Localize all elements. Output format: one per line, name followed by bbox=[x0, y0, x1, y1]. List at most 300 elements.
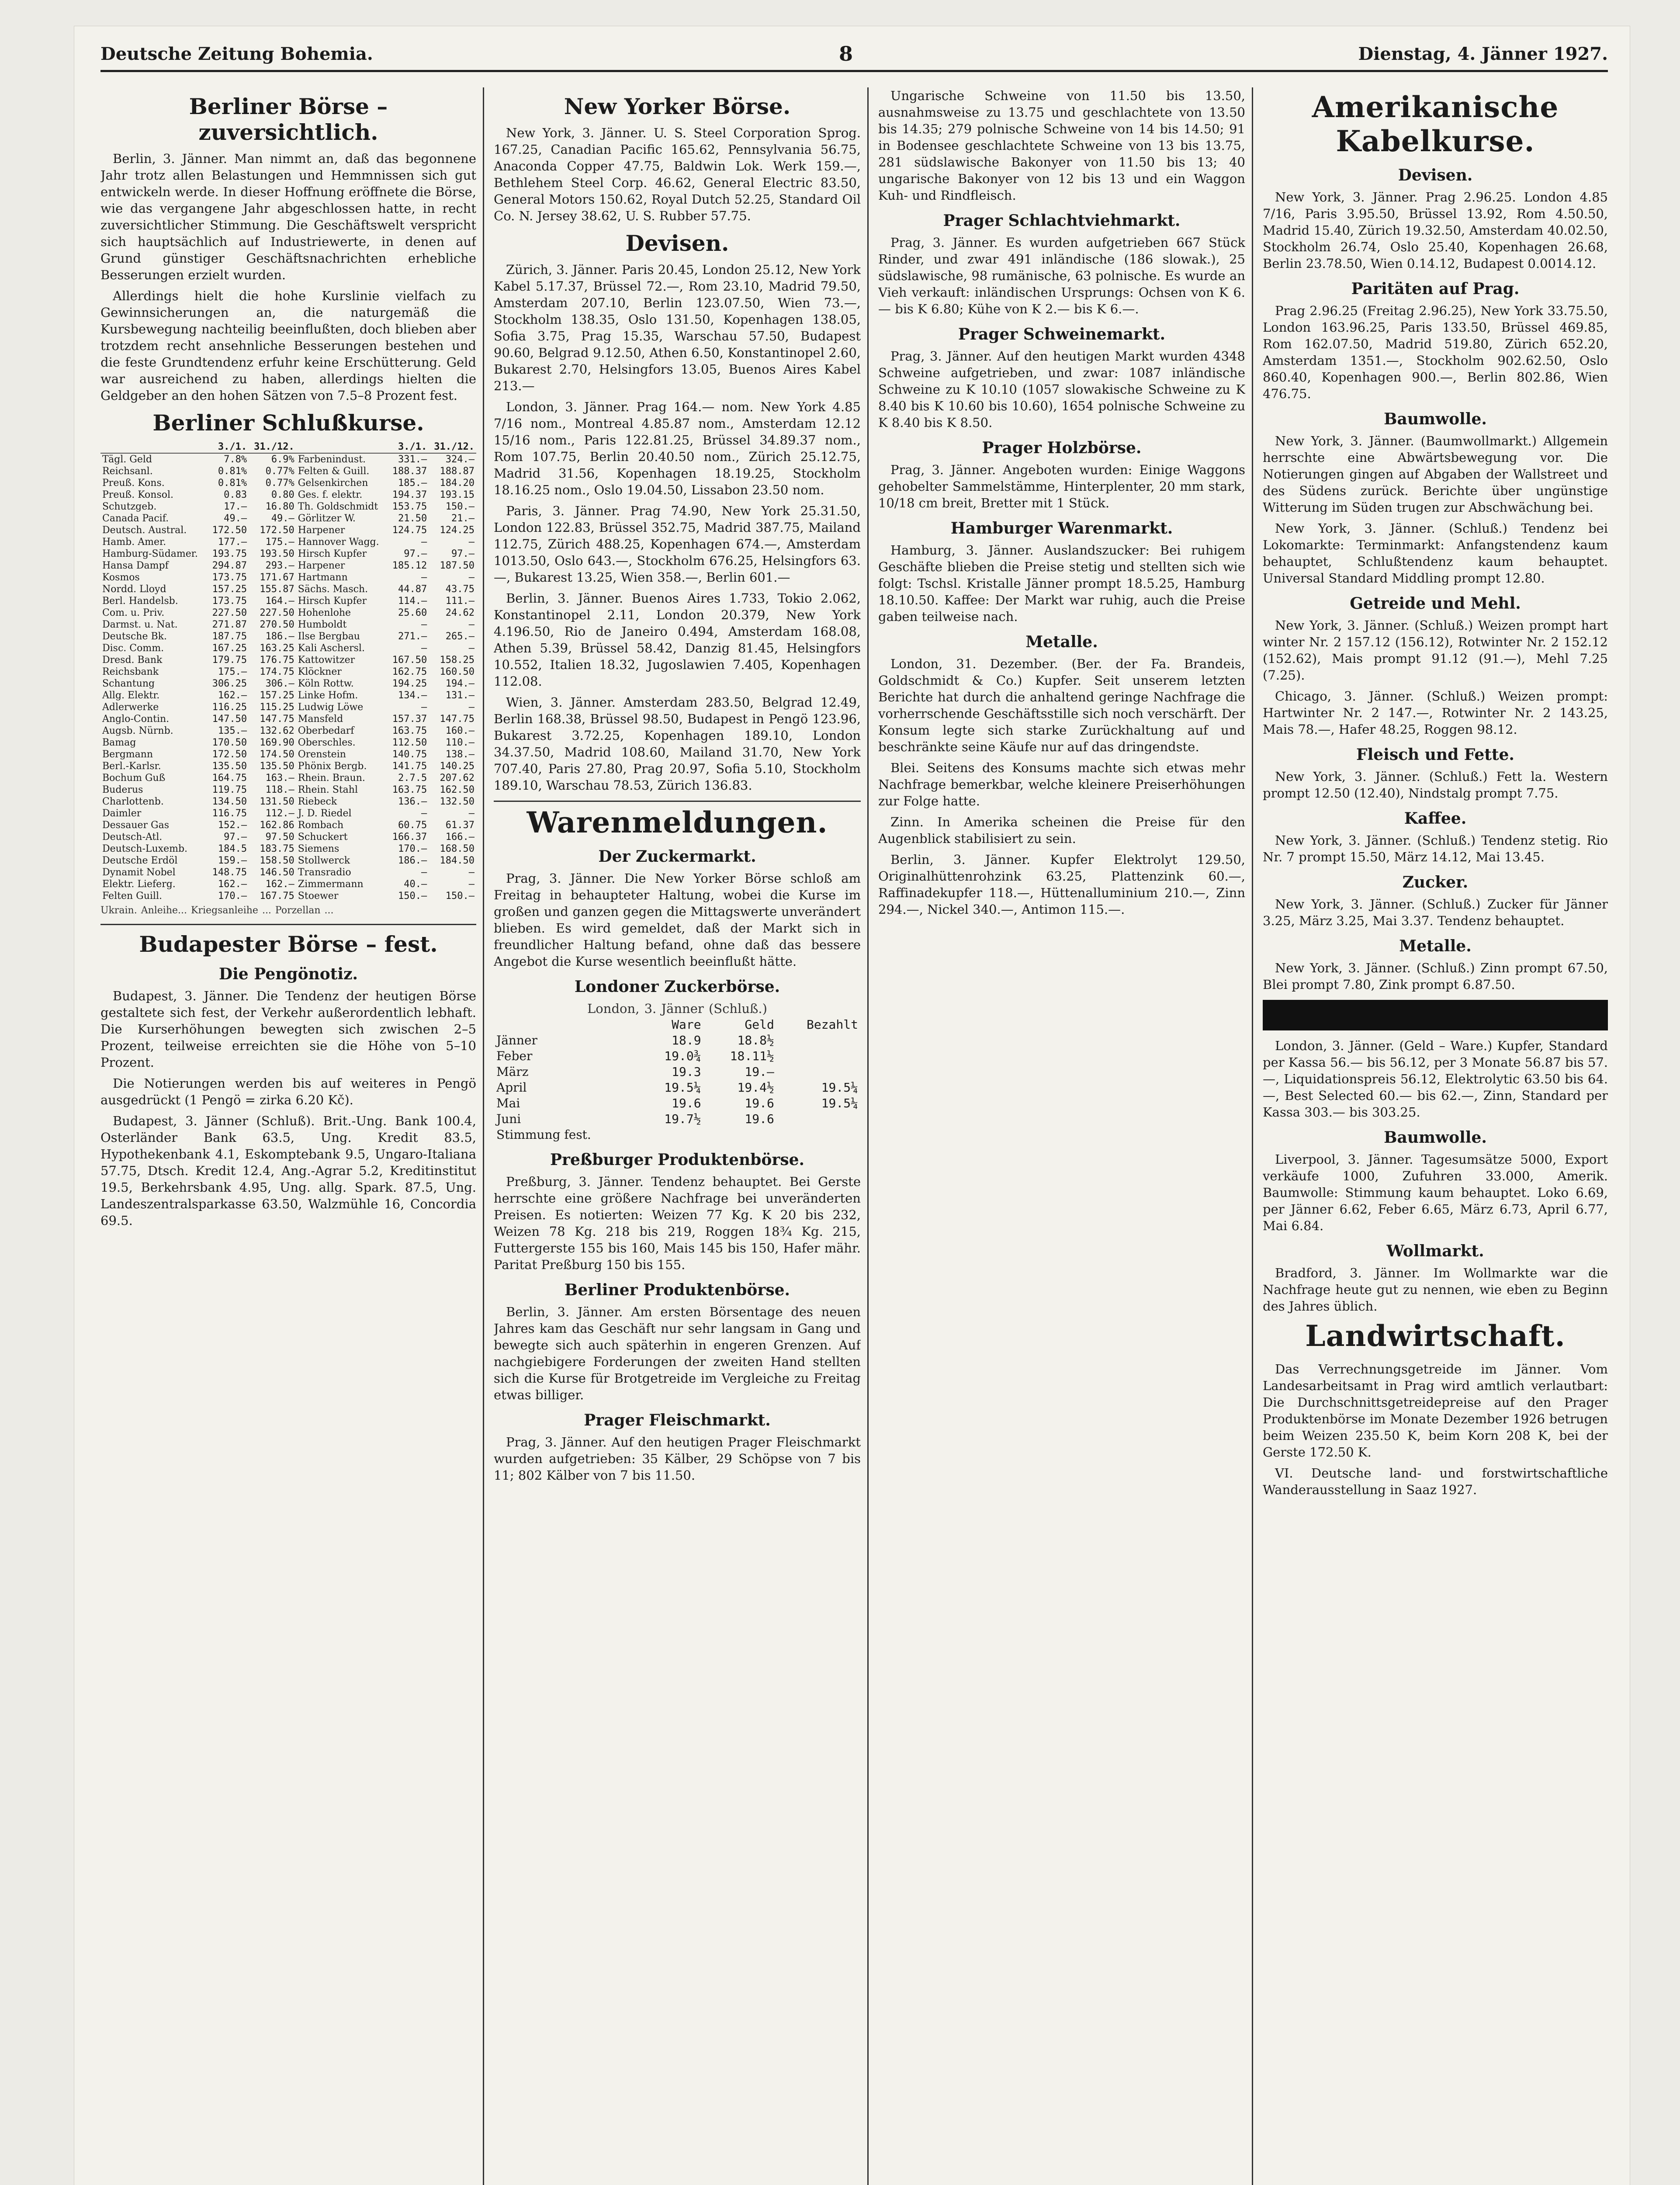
table-cell: Orenstein bbox=[298, 749, 346, 760]
table-cell: 166.— bbox=[445, 832, 475, 843]
table-cell: Tägl. Geld bbox=[102, 454, 152, 465]
table-cell: Schutzgeb. bbox=[102, 501, 157, 512]
article-paragraph: Berlin, 3. Jänner. Buenos Aires 1.733, Tokio 2.062, Konstantinopel 2.11, London 20.379, New York 4.196.50, Rio de Janeiro 0.494, Amsterdam 168.08, Athen 5.39, Brüssel 58.42, Danzig 81.45, Helsingfors 10.552, Italien 18.32, Jugoslawien 7.405, Kopenhagen 112.08. bbox=[494, 591, 861, 689]
table-cell: Elektr. Lieferg. bbox=[102, 879, 176, 890]
table-cell: Deutsche Erdöl bbox=[102, 855, 178, 866]
table-row bbox=[100, 560, 476, 572]
table-cell: 24.62 bbox=[445, 607, 475, 618]
table-cell: Riebeck bbox=[298, 796, 337, 807]
table-row bbox=[100, 524, 476, 536]
table-cell: Deutsch-Luxemb. bbox=[102, 843, 188, 854]
article-title: New Yorker Börse. bbox=[564, 94, 791, 119]
table-row bbox=[100, 453, 476, 465]
table-cell: 150.— bbox=[445, 891, 475, 902]
table-cell: 6.9% bbox=[271, 454, 294, 465]
table-cell: Nordd. Lloyd bbox=[102, 584, 166, 595]
table-cell: Kali Aschersl. bbox=[298, 643, 365, 654]
article-paragraph: Prag 2.96.25 (Freitag 2.96.25), New York 33.75.50, London 163.96.25, Paris 133.50, Brüssel 469.85, Rom 162.07.50, Madrid 519.80, Zürich 652.20, Amsterdam 1351.—, Stockholm 902.62.50, Oslo 860.40, Kopenhagen 900.—, Berlin 802.86, Wien 476.75. bbox=[1263, 303, 1608, 401]
table-cell: 141.75 bbox=[392, 761, 427, 772]
article-paragraph: New York, 3. Jänner. (Schluß.) Tendenz bei Lokomarkte: Terminmarkt: Anfangstendenz kaum behauptet, Schlußtendenz kaum behauptet. Universal Standard Middling prompt 12.80. bbox=[1263, 521, 1608, 586]
table-cell: 111.— bbox=[445, 596, 475, 607]
table-row bbox=[100, 607, 476, 619]
table-cell: — bbox=[468, 867, 475, 878]
table-cell: Mai bbox=[496, 1096, 520, 1110]
table-cell: 150.— bbox=[445, 501, 475, 512]
table-cell: 164.75 bbox=[212, 773, 247, 784]
table-cell: 157.25 bbox=[260, 690, 294, 701]
table-row bbox=[100, 749, 476, 760]
table-cell: 162.— bbox=[218, 879, 247, 890]
table-cell: 97.— bbox=[451, 548, 475, 559]
table-cell: Com. u. Priv. bbox=[102, 607, 165, 618]
table-cell: 2.7.5 bbox=[398, 773, 427, 784]
table-cell: 19.6 bbox=[672, 1096, 701, 1110]
table-cell: 166.37 bbox=[392, 832, 427, 843]
table-cell: — bbox=[468, 619, 475, 630]
table-row bbox=[100, 583, 476, 595]
column-rule bbox=[1252, 87, 1253, 2185]
table-cell: — bbox=[421, 572, 427, 583]
table-cell: 293.— bbox=[265, 560, 294, 571]
table-cell: Reichsanl. bbox=[102, 466, 153, 477]
table-cell: 163.— bbox=[265, 773, 294, 784]
table-cell bbox=[777, 1048, 861, 1064]
table-cell bbox=[777, 1127, 861, 1143]
table-cell: Kosmos bbox=[102, 572, 140, 583]
table-row bbox=[100, 713, 476, 725]
article-paragraph: Prag, 3. Jänner. Auf den heutigen Prager Fleischmarkt wurden aufgetrieben: 35 Kälber, 29 Schöpse von 7 bis 11; 802 Kälber von 7 bis 11.50. bbox=[494, 1435, 861, 1483]
table-cell: 227.50 bbox=[212, 607, 247, 618]
article-paragraph: Liverpool, 3. Jänner. Tagesumsätze 5000, Export verkäufe 1000, Zufuhren 33.000, Amerik. Baumwolle: Stimmung kaum behauptet. Loko 6.69, per Jänner 6.62, Feber 6.65, März 6.73, April 6.77, Mai 6.84. bbox=[1263, 1152, 1608, 1233]
article-subtitle: Berliner Produktenbörse. bbox=[564, 1281, 790, 1299]
page-number: 8 bbox=[839, 42, 853, 66]
table-row bbox=[494, 1127, 861, 1143]
table-cell: 0.83 bbox=[224, 489, 247, 500]
page-header bbox=[100, 39, 1608, 72]
table-cell: Kattowitzer bbox=[298, 655, 355, 666]
table-row bbox=[100, 678, 476, 690]
table-cell: 193.75 bbox=[212, 548, 247, 559]
table-cell: Allg. Elektr. bbox=[102, 690, 160, 701]
table-row bbox=[494, 1096, 861, 1111]
table-cell: 134.— bbox=[398, 690, 427, 701]
table-cell: 183.75 bbox=[260, 843, 294, 854]
article-subtitle: Baumwolle. bbox=[1384, 410, 1487, 428]
table-cell: 306.25 bbox=[212, 678, 247, 689]
table-cell: 160.50 bbox=[440, 666, 475, 677]
table-cell: 152.— bbox=[218, 820, 247, 831]
table-cell: 186.— bbox=[398, 855, 427, 866]
table-row bbox=[494, 1111, 861, 1127]
article-subtitle: Der Zuckermarkt. bbox=[598, 847, 756, 866]
table-cell: Canada Pacif. bbox=[102, 513, 169, 524]
table-row bbox=[100, 867, 476, 878]
table-cell: Klöckner bbox=[298, 666, 342, 677]
column-4 bbox=[1263, 87, 1608, 2185]
table-cell: Th. Goldschmidt bbox=[298, 501, 378, 512]
table-cell: April bbox=[496, 1080, 527, 1095]
table-row bbox=[100, 831, 476, 843]
table-cell: 7.8% bbox=[224, 454, 247, 465]
table-header: Geld bbox=[745, 1017, 774, 1032]
table-cell: 132.62 bbox=[260, 725, 294, 736]
table-cell: 162.75 bbox=[392, 666, 427, 677]
article-paragraph: Hamburg, 3. Jänner. Auslandszucker: Bei ruhigem Geschäfte blieben die Preise stetig und stellten sich wie folgt: Tschsl. Kristalle Jänner prompt 18.5.25, Hamburg 18.10.50. Kaffee: Der Markt war ruhig, auch die Preise gaben teilweise nach. bbox=[878, 543, 1245, 624]
table-row bbox=[100, 890, 476, 902]
table-cell: 175.— bbox=[218, 666, 247, 677]
article-subtitle: Prager Schweinemarkt. bbox=[958, 325, 1166, 343]
table-cell: — bbox=[468, 808, 475, 819]
table-cell: 135.50 bbox=[260, 761, 294, 772]
table-cell: 116.25 bbox=[212, 702, 247, 713]
section-title: Warenmeldungen. bbox=[527, 805, 828, 839]
table-cell: — bbox=[421, 867, 427, 878]
table-cell: 155.87 bbox=[260, 584, 294, 595]
table-cell: Disc. Comm. bbox=[102, 643, 164, 654]
table-cell: 148.75 bbox=[212, 867, 247, 878]
table-cell: 294.87 bbox=[212, 560, 247, 571]
newspaper-page bbox=[74, 26, 1630, 2185]
table-cell: Schantung bbox=[102, 678, 155, 689]
table-cell: 97.50 bbox=[265, 832, 294, 843]
table-subtitle: London, 3. Jänner (Schluß.) bbox=[587, 1001, 767, 1016]
table-cell: 132.50 bbox=[440, 796, 475, 807]
table-row bbox=[100, 477, 476, 489]
table-cell: Farbenindust. bbox=[298, 454, 366, 465]
table-cell: 0.77% bbox=[265, 478, 294, 489]
table-cell: Gelsenkirchen bbox=[298, 478, 368, 489]
table-cell: 135.— bbox=[218, 725, 247, 736]
article-subtitle: Metalle. bbox=[1399, 937, 1472, 955]
table-cell: 193.50 bbox=[260, 548, 294, 559]
table-cell: 124.25 bbox=[440, 525, 475, 536]
table-cell: Preuß. Kons. bbox=[102, 478, 165, 489]
table-cell: Rhein. Stahl bbox=[298, 784, 358, 795]
table-cell: Augsb. Nürnb. bbox=[102, 725, 173, 736]
table-cell: 147.50 bbox=[212, 714, 247, 725]
table-header-row bbox=[100, 441, 476, 453]
table-cell: Linke Hofm. bbox=[298, 690, 358, 701]
table-cell: — bbox=[421, 537, 427, 548]
table-row bbox=[494, 1080, 861, 1096]
table-header bbox=[296, 441, 388, 453]
article-paragraph: VI. Deutsche land- und forstwirtschaftliche Wanderausstellung in Saaz 1927. bbox=[1263, 1466, 1608, 1497]
table-cell: Hamburg-Südamer. bbox=[102, 548, 198, 559]
table-cell: 193.15 bbox=[440, 489, 475, 500]
table-cell: Ludwig Löwe bbox=[298, 702, 364, 713]
article-subtitle: Preßburger Produktenbörse. bbox=[550, 1151, 805, 1169]
article-paragraph: New York, 3. Jänner. (Schluß.) Tendenz stetig. Rio Nr. 7 prompt 15.50, März 14.12, Mai 13.45. bbox=[1263, 833, 1608, 864]
table-cell: 19.6 bbox=[745, 1112, 774, 1126]
table-cell: 153.75 bbox=[392, 501, 427, 512]
table-row bbox=[100, 631, 476, 642]
article-paragraph: Das Verrechnungsgetreide im Jänner. Vom Landesarbeitsamt in Prag wird amtlich verlautbart: Die Durchschnittsgetreidepreise auf den Prager Produktenbörse im Monate Dezember 1926 betrugen beim Weizen 235.50 K, beim Korn 208 K, bei der Gerste 172.50 K. bbox=[1263, 1362, 1608, 1460]
divider bbox=[100, 924, 476, 925]
table-cell: 170.— bbox=[398, 843, 427, 854]
article-title: Budapester Börse – fest. bbox=[139, 931, 438, 957]
table-cell: Preuß. Konsol. bbox=[102, 489, 174, 500]
table-cell: 176.75 bbox=[260, 655, 294, 666]
table-cell: 25.60 bbox=[398, 607, 427, 618]
table-cell: 0.77% bbox=[265, 466, 294, 477]
table-row bbox=[100, 808, 476, 819]
section-title: Amerikanische Kabelkurse. bbox=[1312, 90, 1559, 158]
table-cell: 18.8½ bbox=[737, 1033, 774, 1047]
table-cell: Schuckert bbox=[298, 832, 348, 843]
table-cell: 21.50 bbox=[398, 513, 427, 524]
table-cell: 16.80 bbox=[265, 501, 294, 512]
article-paragraph: London, 31. Dezember. (Ber. der Fa. Brandeis, Goldschmidt & Co.) Kupfer. Seit unserem letzten Berichte hat durch die anhaltend geringe Nachfrage die vorherrschende Geschäftsstille sich noch verschärft. Der Konsum legte sich starke Zurückhaltung auf und beschränkte seine Käufe nur auf das dringendste. bbox=[878, 656, 1245, 754]
table-cell: 169.90 bbox=[260, 737, 294, 748]
table-cell: Daimler bbox=[102, 808, 142, 819]
table-cell: 171.67 bbox=[260, 572, 294, 583]
table-cell: 18.9 bbox=[672, 1033, 701, 1047]
table-cell: 0.81% bbox=[218, 466, 247, 477]
table-cell: 138.— bbox=[445, 749, 475, 760]
article-paragraph: Die Notierungen werden bis auf weiteres in Pengö ausgedrückt (1 Pengö = zirka 6.20 Kč). bbox=[100, 1076, 476, 1107]
table-cell: 60.75 bbox=[398, 820, 427, 831]
table-cell: Transradio bbox=[298, 867, 351, 878]
table-cell: 174.50 bbox=[260, 749, 294, 760]
table-cell: Berl. Handelsb. bbox=[102, 596, 178, 607]
article-subtitle: Metalle. bbox=[1025, 633, 1098, 651]
table-header: 3./1. bbox=[208, 441, 249, 453]
article-paragraph: New York, 3. Jänner. (Schluß.) Fett la. Western prompt 12.50 (12.40), Nindstalg prompt 7.75. bbox=[1263, 769, 1608, 801]
table-cell: Hamb. Amer. bbox=[102, 537, 166, 548]
table-row bbox=[100, 772, 476, 784]
table-cell: 324.— bbox=[445, 454, 475, 465]
table-cell: Harpener bbox=[298, 560, 345, 571]
table-cell: 187.50 bbox=[440, 560, 475, 571]
table-cell: 147.75 bbox=[440, 714, 475, 725]
table-cell: Bergmann bbox=[102, 749, 153, 760]
table-cell: 124.75 bbox=[392, 525, 427, 536]
table-cell: 119.75 bbox=[212, 784, 247, 795]
table-cell: Deutsch. Austral. bbox=[102, 525, 187, 536]
table-cell: 49.— bbox=[271, 513, 294, 524]
table-cell: Deutsche Bk. bbox=[102, 631, 167, 642]
table-title: Londoner Zuckerbörse. bbox=[574, 978, 780, 996]
table-cell: 116.75 bbox=[212, 808, 247, 819]
table-cell: 112.50 bbox=[392, 737, 427, 748]
table-cell: Reichsbank bbox=[102, 666, 159, 677]
table-cell: 19.0¾ bbox=[664, 1049, 701, 1063]
table-cell: 131.50 bbox=[260, 796, 294, 807]
table-cell: Juni bbox=[496, 1112, 521, 1126]
table-cell: 185.— bbox=[398, 478, 427, 489]
table-cell: 21.— bbox=[451, 513, 475, 524]
table-header: 31./12. bbox=[429, 441, 476, 453]
table-cell: — bbox=[468, 537, 475, 548]
table-cell: — bbox=[468, 702, 475, 713]
table-cell: 331.— bbox=[398, 454, 427, 465]
table-cell: 163.75 bbox=[392, 725, 427, 736]
table-cell: Sächs. Masch. bbox=[298, 584, 368, 595]
table-cell: 140.25 bbox=[440, 761, 475, 772]
table-cell: 271.87 bbox=[212, 619, 247, 630]
table-row bbox=[100, 878, 476, 890]
table-row bbox=[494, 1048, 861, 1064]
table-cell: 194.25 bbox=[392, 678, 427, 689]
article-paragraph: Zinn. In Amerika scheinen die Preise für den Augenblick stabilisiert zu sein. bbox=[878, 815, 1245, 846]
table-cell: 173.75 bbox=[212, 596, 247, 607]
article-paragraph: Chicago, 3. Jänner. (Schluß.) Weizen prompt: Hartwinter Nr. 2 147.—, Rotwinter Nr. 2 143.25, Mais 78.—, Hafer 48.25, Roggen 98.12. bbox=[1263, 689, 1608, 737]
table-cell: — bbox=[468, 643, 475, 654]
table-row bbox=[100, 642, 476, 654]
table-cell: 61.37 bbox=[445, 820, 475, 831]
table-row bbox=[100, 855, 476, 867]
table-cell: Dessauer Gas bbox=[102, 820, 170, 831]
table-cell: 207.62 bbox=[440, 773, 475, 784]
article-paragraph: Ungarische Schweine von 11.50 bis 13.50, ausnahmsweise zu 13.75 und geschlachtete von 13.50 bis 14.35; 279 polnische Schweine von 14 bis 14.50; 91 in Bodensee geschlachtete Schweine von 13 bis 13.75, 281 südslawische Bakonyer von 11.50 bis 13; 40 ungarische Bakonyer von 12 bis 13 und ein Waggon Kuh- und Rindfleisch. bbox=[878, 88, 1245, 203]
table-row bbox=[100, 489, 476, 501]
article-title: Berliner Börse – zuversichtlich. bbox=[189, 94, 388, 145]
table-cell: März bbox=[496, 1065, 529, 1079]
table-cell: 140.75 bbox=[392, 749, 427, 760]
article-paragraph: Prag, 3. Jänner. Es wurden aufgetrieben 667 Stück Rinder, und zwar 491 inländische (186 slowak.), 25 südslawische, 98 rumänische, 63 polnische. Es wurde an Vieh verkauft: inländischen Ursprungs: Ochsen von K 6.— bis K 6.80; Kühe von K 2.— bis K 6.—. bbox=[878, 235, 1245, 316]
table-header: 3./1. bbox=[388, 441, 429, 453]
article-paragraph: Preßburg, 3. Jänner. Tendenz behauptet. Bei Gerste herrschte eine größere Nachfrage bei unveränderten Preisen. Es notierten: Weizen 77 Kg. K 20 bis 232, Weizen 78 Kg. 218 bis 219, Roggen 18¾ Kg. 215, Futtergerste 155 bis 160, Mais 145 bis 150, Hafer mähr. Paritat Preßburg 150 bis 155. bbox=[494, 1174, 861, 1272]
table-cell: 146.50 bbox=[260, 867, 294, 878]
table-cell: 194.37 bbox=[392, 489, 427, 500]
table-cell: 158.25 bbox=[440, 655, 475, 666]
article-subtitle: Prager Schlachtviehmarkt. bbox=[943, 212, 1181, 230]
article-paragraph: New York, 3. Jänner. (Schluß.) Weizen prompt hart winter Nr. 2 157.12 (156.12), Rotwinter Nr. 2 152.12 (152.62), Mais prompt 91.12 (91.—), Mehl 7.25 (7.25). bbox=[1263, 618, 1608, 683]
table-cell: Mansfeld bbox=[298, 714, 343, 725]
table-header: Bezahlt bbox=[806, 1017, 858, 1032]
table-cell: 162.50 bbox=[440, 784, 475, 795]
table-cell: — bbox=[421, 619, 427, 630]
article-subtitle: Fleisch und Fette. bbox=[1356, 746, 1514, 764]
table-cell: Bochum Guß bbox=[102, 773, 166, 784]
issue-date: Dienstag, 4. Jänner 1927. bbox=[1358, 44, 1608, 64]
table-cell: 49.— bbox=[224, 513, 247, 524]
table-cell: 147.75 bbox=[260, 714, 294, 725]
table-cell: Oberschles. bbox=[298, 737, 356, 748]
table-cell: 19.— bbox=[745, 1065, 774, 1079]
article-paragraph: New York, 3. Jänner. Prag 2.96.25. London 4.85 7/16, Paris 3.95.50, Brüssel 13.92, Rom 4.50.50, Madrid 15.40, Zürich 19.32.50, Amsterdam 40.02.50, Stockholm 26.74, Oslo 25.40, Kopenhagen 26.68, Berlin 23.78.50, Wien 0.14.12, Budapest 0.0014.12. bbox=[1263, 190, 1608, 271]
article-paragraph: London, 3. Jänner. Prag 164.— nom. New York 4.85 7/16 nom., Montreal 4.85.87 nom., Amsterdam 12.12 15/16 nom., Paris 122.81.25, Brüssel 34.89.37 nom., Rom 107.75, Berlin 20.40.50 nom., Zürich 25.12.75, Madrid 31.56, Kopenhagen 18.19.25, Stockholm 18.16.25 nom., Oslo 19.04.50, Lissabon 23.50 nom. bbox=[494, 399, 861, 497]
table-cell: 186.— bbox=[265, 631, 294, 642]
table-cell: 174.75 bbox=[260, 666, 294, 677]
table-cell: Ges. f. elektr. bbox=[298, 489, 363, 500]
table-cell bbox=[777, 1064, 861, 1080]
table-row bbox=[100, 796, 476, 808]
table-cell: Hirsch Kupfer bbox=[298, 548, 367, 559]
table-cell: 157.37 bbox=[392, 714, 427, 725]
table-cell: 19.3 bbox=[672, 1065, 701, 1079]
black-bar bbox=[1263, 1000, 1608, 1030]
divider bbox=[494, 801, 861, 802]
article-subtitle: Hamburger Warenmarkt. bbox=[950, 519, 1173, 538]
sugar-prices-table bbox=[494, 1017, 861, 1143]
table-cell: 134.50 bbox=[212, 796, 247, 807]
table-cell: Oberbedarf bbox=[298, 725, 354, 736]
table-cell: Buderus bbox=[102, 784, 143, 795]
table-cell: 306.— bbox=[265, 678, 294, 689]
article-subtitle: Devisen. bbox=[1398, 166, 1473, 184]
table-cell: Darmst. u. Nat. bbox=[102, 619, 178, 630]
table-cell: Dynamit Nobel bbox=[102, 867, 176, 878]
table-row bbox=[100, 548, 476, 560]
article-paragraph: New York, 3. Jänner. U. S. Steel Corporation Sprog. 167.25, Canadian Pacific 165.62, Pennsylvania 56.75, Anaconda Copper 47.75, Baldwin Lok. Werk 159.—, Bethlehem Steel Corp. 46.62, General Electric 83.50, General Motors 150.62, Royal Dutch 52.25, Standard Oil Co. N. Jersey 38.62, U. S. Rubber 57.75. bbox=[494, 125, 861, 223]
table-cell: Deutsch-Atl. bbox=[102, 832, 163, 843]
column-rule bbox=[483, 87, 484, 2185]
table-cell: Felten & Guill. bbox=[298, 466, 370, 477]
table-cell: 19.7½ bbox=[664, 1112, 701, 1126]
table-cell: 110.— bbox=[445, 737, 475, 748]
table-row bbox=[100, 725, 476, 737]
table-cell: Hannover Wagg. bbox=[298, 537, 379, 548]
section-title: Landwirtschaft. bbox=[1305, 1319, 1566, 1353]
table-cell: Rhein. Braun. bbox=[298, 773, 365, 784]
article-subtitle: Prager Fleischmarkt. bbox=[584, 1411, 771, 1429]
table-cell: 19.5¼ bbox=[821, 1096, 858, 1110]
table-cell: 188.37 bbox=[392, 466, 427, 477]
table-cell: Charlottenb. bbox=[102, 796, 164, 807]
table-cell: Feber bbox=[496, 1049, 533, 1063]
table-cell: 265.— bbox=[445, 631, 475, 642]
table-cell: 187.75 bbox=[212, 631, 247, 642]
table-cell: 97.— bbox=[224, 832, 247, 843]
table-row bbox=[100, 572, 476, 583]
table-cell: Hansa Dampf bbox=[102, 560, 169, 571]
table-cell: 184.50 bbox=[440, 855, 475, 866]
table-cell: Rombach bbox=[298, 820, 344, 831]
table-cell: J. D. Riedel bbox=[298, 808, 352, 819]
table-cell: 170.— bbox=[218, 891, 247, 902]
article-paragraph: Prag, 3. Jänner. Auf den heutigen Markt wurden 4348 Schweine aufgetrieben, und zwar: 1087 inländische Schweine zu K 10.10 (1057 slowakische Schweine zu K 8.40 bis K 10.60 bis 10.60), 1654 polnische Schweine zu K 8.40 bis K 8.50. bbox=[878, 349, 1245, 430]
table-row bbox=[100, 654, 476, 666]
table-cell: Siemens bbox=[298, 843, 339, 854]
table-cell bbox=[777, 1033, 861, 1048]
table-cell: Phönix Bergb. bbox=[298, 761, 367, 772]
table-cell: Stollwerck bbox=[298, 855, 350, 866]
table-cell: Görlitzer W. bbox=[298, 513, 356, 524]
table-cell: 118.— bbox=[265, 784, 294, 795]
table-cell: Anglo-Contin. bbox=[102, 714, 170, 725]
table-cell: 17.— bbox=[224, 501, 247, 512]
table-row bbox=[100, 843, 476, 855]
table-cell: — bbox=[421, 702, 427, 713]
table-cell: 136.— bbox=[398, 796, 427, 807]
table-cell: 162.86 bbox=[260, 820, 294, 831]
table-cell: Jänner bbox=[496, 1033, 537, 1047]
table-cell: 0.81% bbox=[218, 478, 247, 489]
article-paragraph: Berlin, 3. Jänner. Kupfer Elektrolyt 129.50, Originalhüttenrohzink 63.25, Plattenzink 60.—, Raffinadekupfer 118.—, Hüttenalluminium 210.—, Zinn 294.—, Nickel 340.—, Antimon 115.—. bbox=[878, 852, 1245, 917]
table-cell: 270.50 bbox=[260, 619, 294, 630]
table-row bbox=[100, 595, 476, 607]
table-header bbox=[494, 1017, 641, 1033]
table-cell: 179.75 bbox=[212, 655, 247, 666]
article-paragraph: Prag, 3. Jänner. Angeboten wurden: Einige Waggons gehobelter Sammelstämme, Hinterplenter, 20 mm stark, 10/18 cm breit, Bretter mit 1 Stück. bbox=[878, 462, 1245, 510]
table-cell: 97.— bbox=[404, 548, 427, 559]
table-row bbox=[100, 465, 476, 477]
article-paragraph: Berlin, 3. Jänner. Man nimmt an, daß das begonnene Jahr trotz allen Belastungen und Hemmnissen sich gut entwickeln werde. In dieser Hoffnung eröffnete die Börse, wie das vergangene Jahr abgeschlossen hatte, in recht zuversichtlicher Stimmung. Die Geschäftswelt verspricht sich hauptsächlich auf Industriewerte, in denen auf Grund günstiger Geschäftsnachrichten erhebliche Besserungen erzielt wurden. bbox=[100, 151, 476, 282]
table-cell: 167.75 bbox=[260, 891, 294, 902]
table-cell: 188.87 bbox=[440, 466, 475, 477]
table-cell: 40.— bbox=[404, 879, 427, 890]
table-cell: 44.87 bbox=[398, 584, 427, 595]
table-cell: 185.12 bbox=[392, 560, 427, 571]
table-cell: Ilse Bergbau bbox=[298, 631, 360, 642]
table-cell: Berl.-Karlsr. bbox=[102, 761, 161, 772]
table-cell: Hohenlohe bbox=[298, 607, 351, 618]
table-cell: — bbox=[421, 643, 427, 654]
table-cell bbox=[704, 1127, 777, 1143]
article-paragraph: London, 3. Jänner. (Geld – Ware.) Kupfer, Standard per Kassa 56.— bis 56.12, per 3 Monate 56.87 bis 57.—, Liquidationspreis 56.12, Elektrolytic 63.50 bis 64.—, Best Selected 60.— bis 62.—, Zinn, Standard per Kassa 303.— bis 303.25. bbox=[1263, 1038, 1608, 1120]
table-header bbox=[100, 441, 208, 453]
